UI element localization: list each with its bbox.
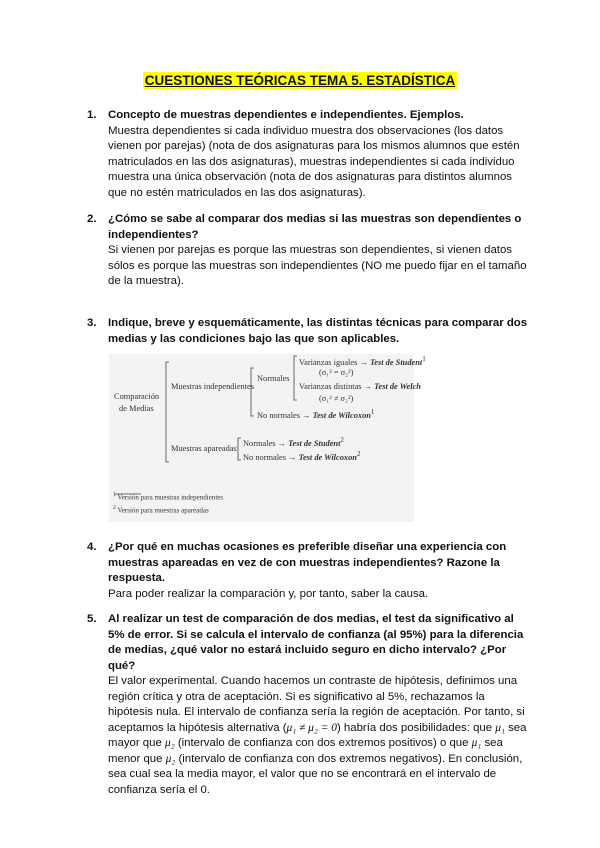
paired-label: Muestras apareadas (171, 444, 237, 453)
question-number: 5. (87, 613, 97, 625)
equal-variance-row (299, 355, 426, 367)
question-5 (88, 612, 528, 798)
hypothesis-formula: μ₁ ≠ μ₂ = 0 (286, 721, 337, 734)
footnote-1: $^1$ Versión para muestras independientes (113, 492, 224, 502)
brace-root (166, 362, 169, 462)
paired-wilcoxon-test-label: Test de Wilcoxon (298, 452, 357, 462)
arrow-icon: → (277, 438, 289, 448)
answer-text: El valor experimental. Cuando hacemos un contraste de hipótesis, definimos una región crítica y otra de aceptación. Si es significativo al 5%, rechazamos la hipótesis nula. El intervalo de confianza sería la región de aceptación. Por tanto, si aceptamos la hipótesis alternativa (μ₁ ≠ μ₂ = 0) habría dos posibilidades: que μ₁ sea mayor que μ₂ (intervalo de confianza con dos extremos positivos) o que μ₁ sea menor que μ₂ (intervalo de confianza con dos extremos negativos). En conclusión, sea cual sea la media mayor, el valor que no se encontrará en el intervalo de confianza sería el 0. (108, 675, 527, 796)
equal-variance-condition: (σ₁² = σ₂²) (319, 368, 354, 377)
question-text: Concepto de muestras dependientes e independientes. Ejemplos. (108, 109, 464, 121)
arrow-icon: → (288, 452, 299, 462)
arrow-icon: → (302, 410, 313, 420)
normal-label: Normales (257, 374, 290, 383)
footnote-mark: 2 (340, 436, 344, 444)
question-text: ¿Por qué en muchas ocasiones es preferible diseñar una experiencia con muestras apareadas en vez de con muestras independientes? Razone la respuesta. (108, 541, 507, 584)
mu2-symbol: μ₂ (164, 737, 175, 749)
root-label: Comparación (114, 392, 160, 401)
arrow-icon: → (359, 357, 370, 367)
footnote-mark: 1 (422, 355, 426, 363)
arrow-icon: → (363, 382, 375, 391)
mu1-symbol: μ₁ (471, 737, 482, 749)
question-text: ¿Cómo se sabe al comparar dos medias si las muestras son dependientes o independientes? (108, 213, 522, 241)
footnote-2: $^2$ Versión para muestras apareadas (113, 505, 209, 515)
question-1 (88, 108, 528, 201)
mu2-symbol: μ₂ (165, 752, 176, 765)
footnote-mark: 1 (370, 408, 375, 416)
paired-non-normal-label: No normales (243, 452, 287, 462)
equal-variance-label: Varianzas iguales (299, 357, 358, 367)
answer-text: Si vienen por parejas es porque las muestras son dependientes, si vienen datos sólos es porque las muestras son independientes (NO me puedo fijar en el tamaño de la muestra). (108, 244, 527, 287)
different-variance-row (299, 382, 421, 391)
brace-paired (238, 438, 241, 460)
answer-text: Para poder realizar la comparación y, por tanto, saber la causa. (108, 587, 429, 600)
paired-normal-label: Normales (243, 438, 276, 448)
question-number: 3. (87, 317, 97, 329)
question-number: 4. (87, 541, 97, 553)
footnote-mark: 2 (356, 450, 361, 458)
paired-normal-row (243, 436, 344, 448)
non-normal-label: No normales (257, 410, 301, 420)
question-number: 1. (87, 109, 97, 121)
answer-text: Muestra dependientes si cada individuo muestra dos observaciones (los datos vienen por parejas) (nota de dos asignaturas para los mismos alumnos que estén matriculados en las dos asignaturas), muestras independientes si cada individuo muestra una única observación (nota de dos asignaturas para distintos alumnos que no estén matriculados en las dos asignaturas). (108, 124, 520, 199)
welch-test-label: Test de Welch (374, 382, 421, 391)
non-normal-row (257, 408, 374, 420)
student-test-label: Test de Student (369, 357, 423, 367)
mu1-symbol: μ₁ (495, 721, 505, 734)
brace-normal (294, 356, 297, 400)
question-text: Indique, breve y esquemáticamente, las distintas técnicas para comparar dos medias y las condiciones bajo las que son aplicables. (108, 317, 528, 345)
paired-non-normal-row (243, 450, 360, 462)
comparison-diagram (109, 354, 426, 522)
question-3 (88, 316, 528, 347)
different-variance-condition: (σ₁² ≠ σ₂²) (319, 394, 354, 403)
question-2 (88, 212, 528, 290)
page-title: CUESTIONES TEÓRICAS TEMA 5. ESTADÍSTICA (144, 73, 456, 88)
different-variance-label: Varianzas distintas (299, 382, 362, 391)
root-label-2: de Medias (119, 404, 154, 413)
brace-independent (251, 368, 254, 416)
question-number: 2. (87, 213, 97, 225)
paired-student-test-label: Test de Student (288, 438, 341, 448)
question-text: Al realizar un test de comparación de dos medias, el test da significativo al 5% de error. Si se calcula el intervalo de confianza (al 95%) para la diferencia de medias, ¿qué valor no estará incluido seguro en dicho intervalo? ¿Por qué? (108, 613, 524, 672)
wilcoxon-test-label: Test de Wilcoxon (312, 410, 371, 420)
question-4 (88, 540, 528, 602)
independent-label: Muestras independientes (171, 382, 255, 391)
